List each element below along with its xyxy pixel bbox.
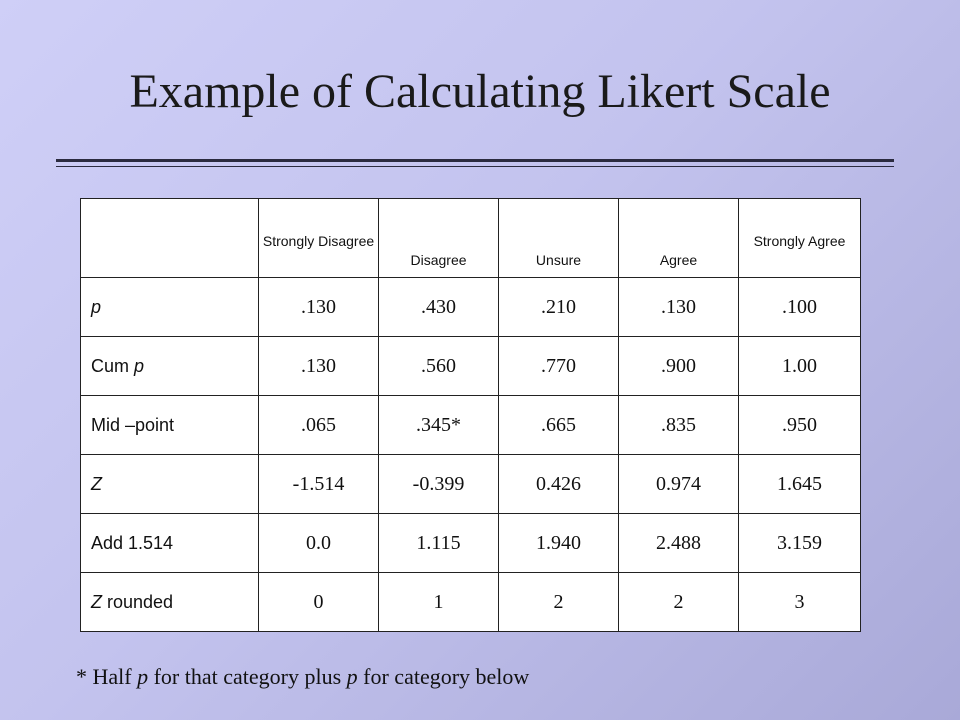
table-row: [81, 573, 861, 632]
table-cell: -1.514: [259, 455, 379, 514]
table-row: [81, 337, 861, 396]
likert-calculation-table: [80, 198, 861, 632]
table-cell: .345*: [379, 396, 499, 455]
table-cell: 3.159: [739, 514, 861, 573]
table-cell: .560: [379, 337, 499, 396]
table-cell: 0: [259, 573, 379, 632]
table-cell: .130: [259, 278, 379, 337]
table-cell: 2.488: [619, 514, 739, 573]
table-cell: .130: [259, 337, 379, 396]
table-cell: 1.645: [739, 455, 861, 514]
table-cell: 1.00: [739, 337, 861, 396]
table-header-disagree: Disagree: [379, 199, 499, 278]
table-cell: 2: [619, 573, 739, 632]
table-cell: 1: [379, 573, 499, 632]
table-cell: .065: [259, 396, 379, 455]
row-label: [81, 455, 259, 514]
table-cell: .835: [619, 396, 739, 455]
table-header-strongly-agree: Strongly Agree: [739, 199, 861, 278]
table-cell: 1.115: [379, 514, 499, 573]
table-cell: 0.0: [259, 514, 379, 573]
table-cell: 3: [739, 573, 861, 632]
row-label: Cum p: [81, 337, 259, 396]
row-label: Mid –point: [81, 396, 259, 455]
table-cell: .665: [499, 396, 619, 455]
row-label-text: p: [91, 296, 102, 317]
table-header-strongly-disagree: Strongly Disagree: [259, 199, 379, 278]
table-cell: .130: [619, 278, 739, 337]
table-cell: .100: [739, 278, 861, 337]
table-cell: 0.974: [619, 455, 739, 514]
table-row: [81, 396, 861, 455]
row-label-text: Z: [91, 473, 102, 494]
footnote: * Half p for that category plus p for category below: [76, 664, 530, 689]
row-label: Z rounded: [81, 573, 259, 632]
table-cell: -0.399: [379, 455, 499, 514]
table-cell: .210: [499, 278, 619, 337]
title-divider-thin: [56, 166, 894, 167]
table-row: [81, 455, 861, 514]
table-row: [81, 278, 861, 337]
table-cell: 2: [499, 573, 619, 632]
table-cell: 0.426: [499, 455, 619, 514]
table-cell: .430: [379, 278, 499, 337]
table-cell: .770: [499, 337, 619, 396]
row-label: [81, 278, 259, 337]
table-header-unsure: Unsure: [499, 199, 619, 278]
table-row: [81, 514, 861, 573]
row-label: Add 1.514: [81, 514, 259, 573]
table-header-row: [81, 199, 861, 278]
table-header-empty: [81, 199, 259, 278]
table-header-agree: Agree: [619, 199, 739, 278]
table-cell: .900: [619, 337, 739, 396]
title-divider-thick: [56, 159, 894, 162]
slide-title: Example of Calculating Likert Scale: [129, 65, 831, 118]
table-cell: .950: [739, 396, 861, 455]
table-cell: 1.940: [499, 514, 619, 573]
